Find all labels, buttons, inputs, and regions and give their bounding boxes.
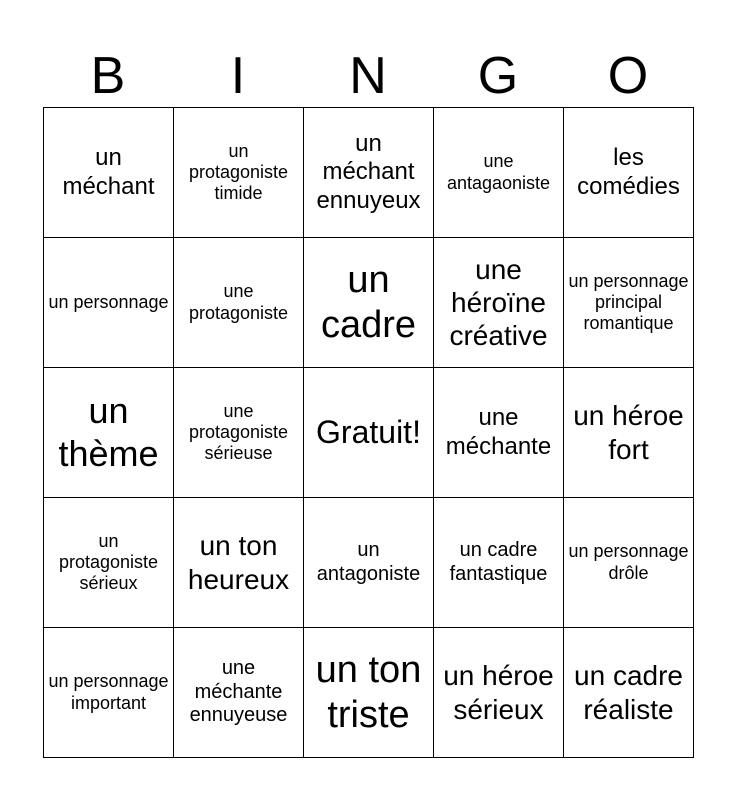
bingo-cell: un personnage: [44, 238, 174, 368]
bingo-cell: une héroïne créative: [434, 238, 564, 368]
bingo-cell: un ton heureux: [174, 498, 304, 628]
bingo-cell: un personnage important: [44, 628, 174, 758]
bingo-cell: un méchant ennuyeux: [304, 108, 434, 238]
bingo-cell: un cadre fantastique: [434, 498, 564, 628]
bingo-cell: une protagoniste: [174, 238, 304, 368]
bingo-cell: un antagoniste: [304, 498, 434, 628]
bingo-row: [44, 238, 694, 368]
bingo-cell: un héroe fort: [564, 368, 694, 498]
bingo-cell: un protagoniste sérieux: [44, 498, 174, 628]
bingo-cell: une protagoniste sérieuse: [174, 368, 304, 498]
bingo-cell: un protagoniste timide: [174, 108, 304, 238]
free-space-cell: Gratuit!: [304, 368, 434, 498]
bingo-card: [43, 107, 694, 758]
header-letter-g: G: [477, 47, 519, 105]
bingo-row: [44, 368, 694, 498]
header-letter-i: I: [230, 47, 246, 105]
bingo-cell: un ton triste: [304, 628, 434, 758]
bingo-cell: une antagaoniste: [434, 108, 564, 238]
bingo-cell: les comédies: [564, 108, 694, 238]
header-letter-b: B: [90, 47, 126, 105]
header-letter-n: N: [349, 47, 387, 105]
bingo-row: [44, 498, 694, 628]
bingo-row: [44, 628, 694, 758]
bingo-cell: un cadre réaliste: [564, 628, 694, 758]
bingo-cell: un personnage drôle: [564, 498, 694, 628]
header-letter-o: O: [607, 47, 649, 105]
bingo-cell: un thème: [44, 368, 174, 498]
bingo-cell: un cadre: [304, 238, 434, 368]
bingo-row: [44, 108, 694, 238]
bingo-cell: un méchant: [44, 108, 174, 238]
bingo-cell: une méchante ennuyeuse: [174, 628, 304, 758]
bingo-cell: un personnage principal romantique: [564, 238, 694, 368]
bingo-cell: un héroe sérieux: [434, 628, 564, 758]
bingo-cell: une méchante: [434, 368, 564, 498]
bingo-header: [43, 38, 693, 114]
